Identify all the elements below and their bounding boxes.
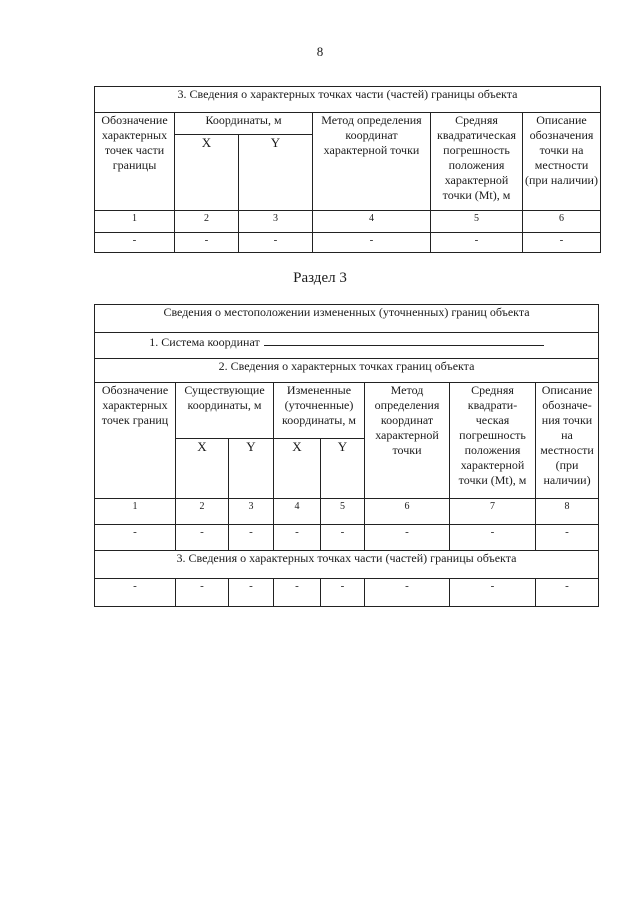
table-cell: - xyxy=(239,233,313,253)
table-cell: - xyxy=(175,233,239,253)
column-number: 8 xyxy=(536,499,599,525)
column-number: 6 xyxy=(365,499,450,525)
column-number: 3 xyxy=(229,499,274,525)
column-number: 6 xyxy=(523,211,601,233)
column-number: 1 xyxy=(95,211,175,233)
table-cell: - xyxy=(95,233,175,253)
header-designation: Обозначение характерных точек части границы xyxy=(95,113,175,211)
header-method: Метод определения координат характерной точки xyxy=(313,113,431,211)
table-row xyxy=(95,525,599,551)
header-y: Y xyxy=(239,135,313,211)
header-error: Средняя квадратическая погрешность положения характерной точки (Mt), м xyxy=(431,113,523,211)
header-existing-y: Y xyxy=(229,439,274,499)
header-method: Метод определения координат характерной точки xyxy=(365,383,450,499)
page-number: 8 xyxy=(316,44,324,59)
table-cell: - xyxy=(536,525,599,551)
column-number: 2 xyxy=(175,211,239,233)
table-cell: - xyxy=(176,525,229,551)
table-row xyxy=(95,233,601,253)
parts-caption: 3. Сведения о характерных точках части (частей) границы объекта xyxy=(95,551,599,579)
table-cell: - xyxy=(536,579,599,607)
table-row xyxy=(95,579,599,607)
header-designation: Обозначение характерных точек границ xyxy=(95,383,176,499)
header-changed-coordinates: Измененные (уточненные) координаты, м xyxy=(274,383,365,439)
column-number: 3 xyxy=(239,211,313,233)
header-existing-coordinates: Существующие координаты, м xyxy=(176,383,274,439)
header-description: Описание обозначения точки на местности (при наличии) xyxy=(523,113,601,211)
table-cell: - xyxy=(229,579,274,607)
table-cell: - xyxy=(176,579,229,607)
column-number: 7 xyxy=(450,499,536,525)
column-number: 2 xyxy=(176,499,229,525)
column-number: 5 xyxy=(431,211,523,233)
table-cell: - xyxy=(95,579,176,607)
table-subcaption: 2. Сведения о характерных точках границ объекта xyxy=(95,359,599,383)
table-cell: - xyxy=(365,525,450,551)
table-cell: - xyxy=(229,525,274,551)
coordinate-system-row xyxy=(95,333,599,359)
table-cell: - xyxy=(450,525,536,551)
table-cell: - xyxy=(95,525,176,551)
header-x: X xyxy=(175,135,239,211)
column-number: 4 xyxy=(313,211,431,233)
table-cell: - xyxy=(274,525,321,551)
table-cell: - xyxy=(321,579,365,607)
header-coordinates: Координаты, м xyxy=(175,113,313,135)
table-cell: - xyxy=(431,233,523,253)
header-description: Описание обозначе-ния точки на местности (при наличии) xyxy=(536,383,599,499)
header-changed-y: Y xyxy=(321,439,365,499)
changed-boundaries-table xyxy=(94,304,599,607)
part-points-table xyxy=(94,86,601,253)
table-caption: 3. Сведения о характерных точках части (частей) границы объекта xyxy=(95,87,601,113)
table-cell: - xyxy=(274,579,321,607)
section-title: Раздел 3 xyxy=(293,270,347,286)
header-existing-x: X xyxy=(176,439,229,499)
column-number: 5 xyxy=(321,499,365,525)
column-numbers-row xyxy=(95,499,599,525)
table-cell: - xyxy=(321,525,365,551)
header-error: Средняя квадрати-ческая погрешность положения характерной точки (Mt), м xyxy=(450,383,536,499)
table-cell: - xyxy=(450,579,536,607)
header-changed-x: X xyxy=(274,439,321,499)
table-cell: - xyxy=(313,233,431,253)
column-number: 4 xyxy=(274,499,321,525)
column-numbers-row xyxy=(95,211,601,233)
coordinate-system-blank xyxy=(264,333,544,346)
column-number: 1 xyxy=(95,499,176,525)
table-cell: - xyxy=(365,579,450,607)
table-cell: - xyxy=(523,233,601,253)
coordinate-system-label: 1. Система координат xyxy=(149,335,260,349)
table-caption: Сведения о местоположении измененных (уточненных) границ объекта xyxy=(95,305,599,333)
